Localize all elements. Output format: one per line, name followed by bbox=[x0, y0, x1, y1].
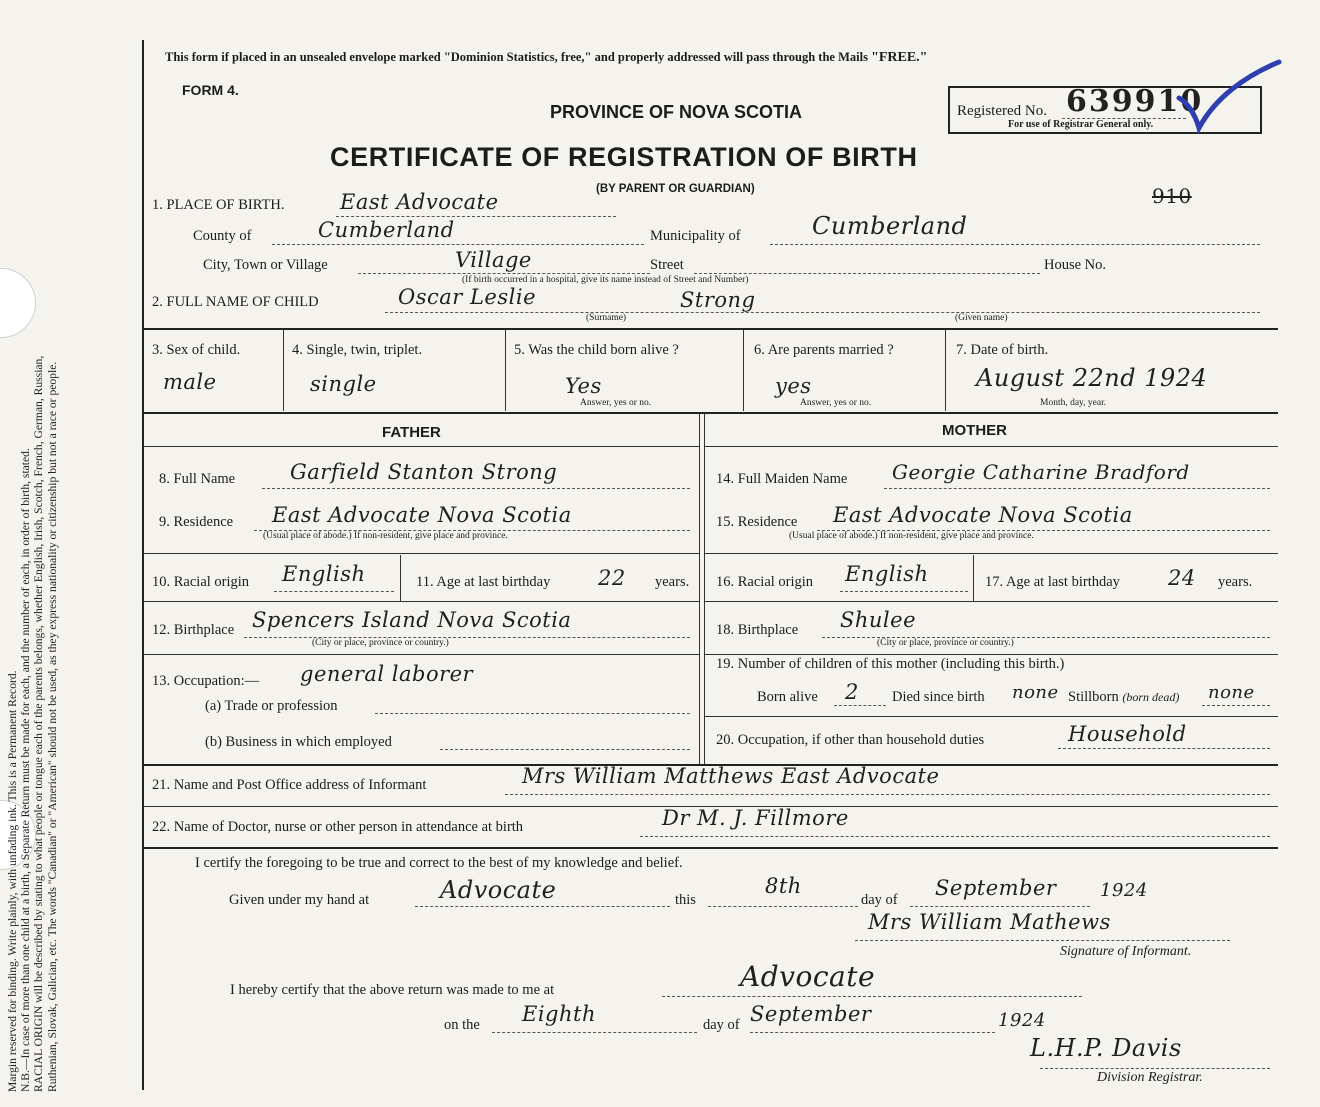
dob-label: 7. Date of birth. bbox=[956, 342, 1049, 358]
father-heading: FATHER bbox=[382, 424, 441, 441]
stillborn-note: (born dead) bbox=[1122, 690, 1180, 704]
surname-note: (Surname) bbox=[586, 313, 627, 323]
informant-label: 21. Name and Post Office address of Informant bbox=[152, 777, 427, 793]
margin-instructions bbox=[6, 32, 59, 1092]
given-year-value: 1924 bbox=[1100, 880, 1148, 901]
certify-statement: I certify the foregoing to be true and correct to the best of my knowledge and belief. bbox=[195, 855, 683, 871]
grid-div-1 bbox=[283, 330, 284, 411]
father-name-value: Garfield Stanton Strong bbox=[290, 460, 558, 484]
father-residence-label: 9. Residence bbox=[159, 514, 234, 530]
city-label: City, Town or Village bbox=[203, 257, 328, 273]
doctor-label: 22. Name of Doctor, nurse or other person in attendance at birth bbox=[152, 819, 524, 835]
registrar-month-underline bbox=[750, 1032, 995, 1033]
father-birthplace-value: Spencers Island Nova Scotia bbox=[252, 608, 572, 632]
given-month-underline bbox=[910, 906, 1090, 907]
informant-signature: Mrs William Mathews bbox=[868, 910, 1111, 934]
child-surname: Strong bbox=[680, 288, 756, 312]
father-occupation-value: general laborer bbox=[300, 662, 474, 686]
grid-div-4 bbox=[945, 330, 946, 411]
given-day-of-label: day of bbox=[861, 892, 898, 908]
struck-number: 910 bbox=[1152, 184, 1192, 208]
city-underline bbox=[358, 273, 650, 274]
informant-signature-line bbox=[855, 940, 1230, 941]
informant-signature-caption: Signature of Informant. bbox=[1060, 944, 1192, 959]
father-residence-value: East Advocate Nova Scotia bbox=[272, 503, 572, 527]
child-name-label: 2. FULL NAME OF CHILD bbox=[152, 294, 319, 310]
sex-value: male bbox=[163, 370, 217, 394]
mother-name-underline bbox=[884, 488, 1270, 489]
doctor-value: Dr M. J. Fillmore bbox=[662, 806, 849, 830]
born-alive-value: Yes bbox=[565, 374, 602, 398]
registrar-day-of-label: day of bbox=[703, 1017, 740, 1033]
mother-age-value: 24 bbox=[1168, 566, 1196, 590]
born-alive-label: 5. Was the child born alive ? bbox=[514, 342, 679, 358]
father-trade-underline bbox=[375, 713, 690, 714]
registrar-signature-line bbox=[1040, 1068, 1270, 1069]
father-racial-label: 10. Racial origin bbox=[152, 574, 250, 590]
mother-row-rule-4 bbox=[705, 716, 1278, 717]
father-age-value: 22 bbox=[598, 566, 626, 590]
mother-name-label: 14. Full Maiden Name bbox=[716, 471, 848, 487]
stillborn-value: none bbox=[1208, 682, 1255, 703]
father-name-label: 8. Full Name bbox=[159, 471, 236, 487]
registrar-month-value: September bbox=[750, 1002, 872, 1026]
father-racial-divider bbox=[400, 555, 401, 601]
municipality-underline bbox=[770, 244, 1260, 245]
parents-divider-a bbox=[699, 414, 700, 764]
county-label: County of bbox=[193, 228, 252, 244]
mother-occupation-value: Household bbox=[1068, 722, 1187, 746]
grid-div-3 bbox=[743, 330, 744, 411]
father-age-label: 11. Age at last birthday bbox=[416, 574, 551, 590]
father-birthplace-underline bbox=[244, 637, 690, 638]
mother-years-label: years. bbox=[1218, 574, 1253, 590]
stillborn-underline bbox=[1202, 705, 1270, 706]
mail-note: This form if placed in an unsealed envelope marked "Dominion Statistics, free," and properly addressed will pass through the Mails "FREE." bbox=[165, 50, 928, 65]
certificate-title: CERTIFICATE OF REGISTRATION OF BIRTH bbox=[330, 142, 918, 172]
father-birthplace-note: (City or place, province or country.) bbox=[312, 638, 449, 648]
died-since-birth-label: Died since birth bbox=[892, 689, 985, 705]
mother-row-rule-1 bbox=[705, 553, 1278, 554]
informant-value: Mrs William Matthews East Advocate bbox=[522, 764, 940, 788]
father-occupation-label: 13. Occupation:— bbox=[152, 673, 260, 689]
form-number: FORM 4. bbox=[182, 82, 239, 98]
house-number-label: House No. bbox=[1044, 257, 1107, 273]
father-trade-label: (a) Trade or profession bbox=[205, 698, 338, 714]
child-name-underline bbox=[385, 312, 1260, 313]
municipality-value: Cumberland bbox=[812, 212, 968, 240]
mother-heading: MOTHER bbox=[942, 422, 1007, 439]
father-birthplace-label: 12. Birthplace bbox=[152, 622, 235, 638]
born-alive-count-label: Born alive bbox=[757, 689, 818, 705]
mother-racial-value: English bbox=[845, 562, 929, 586]
mother-birthplace-label: 18. Birthplace bbox=[716, 622, 799, 638]
given-place-underline bbox=[415, 906, 670, 907]
dob-note: Month, day, year. bbox=[1040, 398, 1107, 408]
hospital-note: (If birth occurred in a hospital, give its name instead of Street and Number) bbox=[462, 275, 749, 285]
mother-age-label: 17. Age at last birthday bbox=[985, 574, 1120, 590]
parents-divider-b bbox=[704, 414, 705, 764]
registered-number: 639910 bbox=[1066, 84, 1204, 119]
given-month-value: September bbox=[935, 876, 1057, 900]
grid-top-rule bbox=[143, 328, 1278, 330]
mother-birthplace-value: Shulee bbox=[840, 608, 917, 632]
registrar-year-value: 1924 bbox=[998, 1010, 1046, 1031]
registrar-statement: I hereby certify that the above return was made to me at bbox=[230, 982, 555, 998]
given-under-hand-label: Given under my hand at bbox=[229, 892, 370, 908]
given-place-value: Advocate bbox=[440, 876, 557, 904]
mother-row-rule-2 bbox=[705, 601, 1278, 602]
mother-residence-label: 15. Residence bbox=[716, 514, 798, 530]
registrar-caption: Division Registrar. bbox=[1097, 1070, 1203, 1085]
place-of-birth-label: 1. PLACE OF BIRTH. bbox=[152, 197, 285, 213]
mother-racial-label: 16. Racial origin bbox=[716, 574, 814, 590]
dob-value: August 22nd 1924 bbox=[976, 364, 1208, 392]
checkmark-icon bbox=[1175, 58, 1285, 134]
province-heading: PROVINCE OF NOVA SCOTIA bbox=[550, 102, 803, 122]
child-given-names: Oscar Leslie bbox=[398, 285, 536, 309]
mother-name-value: Georgie Catharine Bradford bbox=[892, 460, 1190, 484]
county-value: Cumberland bbox=[318, 218, 455, 242]
father-name-underline bbox=[262, 488, 690, 489]
mother-racial-divider bbox=[973, 555, 974, 601]
mother-head-rule bbox=[705, 446, 1278, 447]
plurality-label: 4. Single, twin, triplet. bbox=[292, 342, 423, 358]
given-day-underline bbox=[708, 906, 858, 907]
father-business-label: (b) Business in which employed bbox=[205, 734, 392, 750]
place-underline bbox=[336, 216, 616, 217]
sex-label: 3. Sex of child. bbox=[152, 342, 241, 358]
margin-line-4: Ruthenian, Slovak, Galician, etc. The words "Canadian" or "American" should not be used, as they express nationality or citizenship but not a race or people. bbox=[45, 361, 59, 1092]
parents-married-note: Answer, yes or no. bbox=[800, 398, 872, 408]
mother-occupation-label: 20. Occupation, if other than household duties bbox=[716, 732, 985, 748]
father-head-rule bbox=[143, 446, 699, 447]
father-years-label: years. bbox=[655, 574, 690, 590]
registrar-place-underline bbox=[662, 996, 1082, 997]
father-residence-note: (Usual place of abode.) If non-resident, give place and province. bbox=[263, 531, 508, 541]
stillborn-label: Stillborn (born dead) bbox=[1068, 689, 1180, 705]
margin-rule bbox=[142, 40, 144, 1090]
parents-top-rule bbox=[143, 412, 1278, 414]
died-since-birth-value: none bbox=[1012, 682, 1059, 703]
born-alive-count-underline bbox=[834, 705, 886, 706]
place-of-birth-value: East Advocate bbox=[340, 190, 499, 214]
mother-row-rule-3 bbox=[705, 654, 1278, 655]
father-row-rule-2 bbox=[143, 601, 699, 602]
registrar-place-value: Advocate bbox=[740, 960, 876, 993]
father-racial-underline bbox=[274, 591, 394, 592]
mother-residence-note: (Usual place of abode.) If non-resident, give place and province. bbox=[789, 531, 1034, 541]
margin-line-3: RACIAL ORIGIN will be described by stating to what people or tongue each of the parents belongs, whether English, Irish, Scotch, French, German, Russian, bbox=[32, 355, 46, 1092]
father-racial-value: English bbox=[282, 562, 366, 586]
mother-racial-underline bbox=[840, 591, 968, 592]
mother-children-label: 19. Number of children of this mother (including this birth.) bbox=[716, 656, 1065, 672]
born-alive-note: Answer, yes or no. bbox=[580, 398, 652, 408]
registrar-signature: L.H.P. Davis bbox=[1030, 1034, 1182, 1062]
born-alive-count-value: 2 bbox=[845, 680, 859, 704]
informant-underline bbox=[505, 794, 1270, 795]
street-underline bbox=[694, 273, 1040, 274]
father-row-rule-1 bbox=[143, 553, 699, 554]
on-the-label: on the bbox=[444, 1017, 480, 1033]
street-label: Street bbox=[650, 257, 684, 273]
parents-married-label: 6. Are parents married ? bbox=[754, 342, 894, 358]
given-day-value: 8th bbox=[765, 874, 802, 898]
mail-note-free: "FREE." bbox=[871, 50, 928, 65]
mother-birthplace-note: (City or place, province or country.) bbox=[877, 638, 1014, 648]
father-business-underline bbox=[440, 749, 690, 750]
given-name-note: (Given name) bbox=[955, 313, 1008, 323]
registrar-only-note: For use of Registrar General only. bbox=[1008, 119, 1154, 130]
parents-married-value: yes bbox=[775, 374, 812, 398]
certificate-subtitle: (BY PARENT OR GUARDIAN) bbox=[596, 183, 755, 195]
county-underline bbox=[272, 244, 644, 245]
registrar-day-underline bbox=[492, 1032, 697, 1033]
given-this-label: this bbox=[675, 892, 696, 908]
certification-top-rule bbox=[143, 847, 1278, 849]
mother-occupation-underline bbox=[1058, 748, 1270, 749]
margin-line-1: Margin reserved for binding. Write plainly, with unfading ink. This is a Permanent Record. bbox=[6, 670, 19, 1092]
doctor-underline bbox=[640, 836, 1270, 837]
municipality-label: Municipality of bbox=[650, 228, 741, 244]
grid-div-2 bbox=[505, 330, 506, 411]
father-row-rule-3 bbox=[143, 654, 699, 655]
registered-label: Registered No. bbox=[957, 103, 1047, 119]
margin-line-2: N.B.—In case of more than one child at a birth, a Separate Return must be made for each, and the number of each, in order of birth, stated. bbox=[19, 448, 33, 1092]
city-value: Village bbox=[455, 248, 532, 272]
registrar-day-value: Eighth bbox=[522, 1002, 596, 1026]
plurality-value: single bbox=[310, 372, 377, 396]
mother-residence-value: East Advocate Nova Scotia bbox=[833, 503, 1133, 527]
